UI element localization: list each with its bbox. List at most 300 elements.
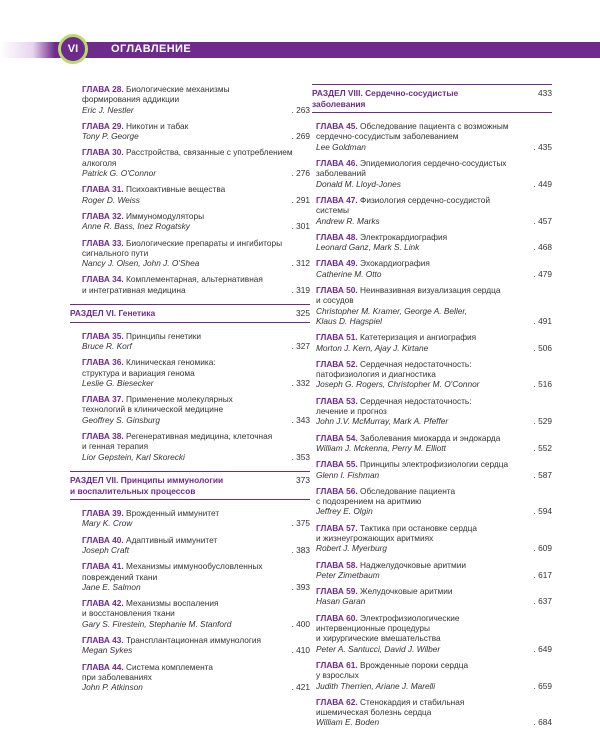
- chapter-title-line: [316, 486, 552, 496]
- chapter-authors: John J.V. McMurray, Mark A. Pfeffer: [316, 416, 449, 427]
- chapter-number: ГЛАВА 49.: [316, 258, 358, 269]
- chapter-title-text: с подозрением на аритмию: [316, 496, 422, 507]
- chapter-page-number: . 400: [291, 618, 310, 629]
- chapter-title-text: Применение молекулярных: [126, 394, 233, 405]
- chapter-title-text: и интегративная медицина: [82, 284, 186, 295]
- chapter-title-text: ишемическая болезнь сердца: [316, 707, 432, 718]
- chapter-title: [82, 211, 310, 221]
- chapter-title-line: [316, 205, 552, 215]
- chapter-title-text: Сердечная недостаточность:: [360, 395, 472, 406]
- chapter-title-line: [82, 394, 310, 404]
- chapter-authors: Tony P. George: [82, 131, 139, 142]
- toc-entry[interactable]: [70, 147, 310, 184]
- chapter-authors: Gary S. Firestein, Stephanie M. Stanford: [82, 618, 232, 629]
- chapter-title-line: [316, 586, 552, 596]
- chapter-title-text: Врожденный иммунитет: [126, 508, 220, 519]
- toc-entry[interactable]: [312, 560, 552, 587]
- chapter-title-text: и генная терапия: [82, 441, 149, 452]
- chapter-title-line: [316, 406, 552, 416]
- chapter-title-line: [82, 94, 310, 104]
- toc-entry[interactable]: [312, 359, 552, 396]
- section-heading[interactable]: [312, 84, 552, 113]
- chapter-title: [82, 274, 310, 295]
- chapter-title-line: [82, 147, 310, 157]
- chapter-title-text: Обследование пациента: [360, 485, 456, 496]
- chapter-title-line: [82, 248, 310, 258]
- chapter-number: ГЛАВА 32.: [82, 210, 124, 221]
- chapter-title-text: Наджелудочковые аритмии: [360, 559, 466, 570]
- chapter-title-line: [316, 232, 552, 242]
- section-page-number: 325: [296, 308, 310, 319]
- chapter-title: [82, 84, 310, 105]
- toc-entry[interactable]: [70, 184, 310, 211]
- chapter-number: ГЛАВА 36.: [82, 357, 124, 368]
- chapter-number: ГЛАВА 62.: [316, 696, 358, 707]
- chapter-authors: Bruce R. Korf: [82, 340, 132, 351]
- toc-entry[interactable]: [70, 238, 310, 275]
- chapter-title-text: Механизмы воспаления: [126, 598, 219, 609]
- toc-entry[interactable]: [70, 662, 310, 699]
- chapter-number: ГЛАВА 30.: [82, 147, 124, 158]
- chapter-title: [316, 459, 552, 469]
- section-title: [312, 88, 552, 109]
- section-heading[interactable]: [70, 304, 310, 323]
- chapter-title-text: у взрослых: [316, 670, 359, 681]
- chapter-page-number: . 269: [291, 131, 310, 142]
- chapter-authors: Leslie G. Biesecker: [82, 377, 154, 388]
- chapter-page-number: . 435: [533, 141, 552, 152]
- chapter-page-number: . 291: [291, 194, 310, 205]
- chapter-title-line: [82, 441, 310, 451]
- chapter-page-number: . 410: [291, 645, 310, 656]
- chapter-authors: Peter Zimetbaum: [316, 569, 380, 580]
- chapter-authors: Lior Gepstein, Karl Skorecki: [82, 451, 185, 462]
- chapter-title-line: [316, 332, 552, 342]
- toc-entry[interactable]: [312, 332, 552, 359]
- chapter-title: [316, 396, 552, 417]
- chapter-authors: Roger D. Weiss: [82, 194, 140, 205]
- chapter-title-text: повреждений ткани: [82, 571, 158, 582]
- chapter-title-line: [82, 84, 310, 94]
- chapter-page-number: . 421: [291, 682, 310, 693]
- chapter-title-line: [316, 670, 552, 680]
- chapter-title: [82, 508, 310, 518]
- chapter-title-text: Биологические препараты и ингибиторы: [126, 237, 283, 248]
- chapter-number: ГЛАВА 48.: [316, 231, 358, 242]
- chapter-title: [82, 394, 310, 415]
- chapter-number: ГЛАВА 43.: [82, 635, 124, 646]
- chapter-title: [316, 158, 552, 179]
- toc-entry[interactable]: [70, 431, 310, 468]
- chapter-page-number: . 343: [291, 414, 310, 425]
- chapter-authors: Mary K. Crow: [82, 518, 133, 529]
- chapter-title: [82, 598, 310, 619]
- toc-entry[interactable]: [312, 586, 552, 613]
- toc-entry[interactable]: [312, 523, 552, 560]
- chapter-page-number: . 468: [533, 242, 552, 253]
- chapter-page-number: . 552: [533, 442, 552, 453]
- chapter-title-text: Тактика при остановке сердца: [360, 522, 478, 533]
- chapter-title-text: при заболеваниях: [82, 671, 152, 682]
- chapter-title: [316, 285, 552, 306]
- chapter-title-line: [316, 560, 552, 570]
- chapter-page-number: . 637: [533, 596, 552, 607]
- section-title-line: РАЗДЕЛ VII. Принципы иммунологии: [70, 474, 224, 485]
- chapter-authors: William E. Boden: [316, 717, 380, 728]
- chapter-title-text: Заболевания миокарда и эндокарда: [360, 432, 501, 443]
- chapter-number: ГЛАВА 38.: [82, 431, 124, 442]
- chapter-title-line: [82, 635, 310, 645]
- chapter-title-line: [316, 359, 552, 369]
- chapter-title-text: Стенокардия и стабильная: [360, 696, 465, 707]
- chapter-page-number: . 449: [533, 178, 552, 189]
- chapter-title-text: и сосудов: [316, 295, 354, 306]
- chapter-authors: William J. Mckenna, Perry M. Elliott: [316, 442, 446, 453]
- chapter-title-text: Психоактивные вещества: [126, 184, 226, 195]
- chapter-title-line: [82, 158, 310, 168]
- chapter-title-text: Физиология сердечно-сосудистой: [360, 194, 490, 205]
- chapter-title-text: Трансплантационная иммунология: [126, 635, 262, 646]
- chapter-page-number: . 684: [533, 717, 552, 728]
- chapter-title-line: [82, 535, 310, 545]
- chapter-title-line: [316, 433, 552, 443]
- chapter-title-line: [82, 331, 310, 341]
- toc-right-column: [312, 84, 552, 734]
- chapter-page-number: . 393: [291, 581, 310, 592]
- chapter-title-text: Электрокардиография: [360, 231, 448, 242]
- chapter-title-text: технологий в клинической медицине: [82, 404, 224, 415]
- chapter-page-number: . 594: [533, 506, 552, 517]
- chapter-title-text: Желудочковые аритмии: [360, 586, 453, 597]
- chapter-page-number: . 327: [291, 340, 310, 351]
- chapter-number: ГЛАВА 40.: [82, 534, 124, 545]
- chapter-title-text: Комплементарная, альтернативная: [126, 274, 263, 285]
- chapter-title-line: [82, 238, 310, 248]
- chapter-title: [316, 586, 552, 596]
- chapter-authors: Joseph G. Rogers, Christopher M. O'Connor: [316, 379, 480, 390]
- chapter-page-number: . 319: [291, 284, 310, 295]
- chapter-number: ГЛАВА 35.: [82, 330, 124, 341]
- chapter-authors: Robert J. Myerburg: [316, 543, 388, 554]
- chapter-title: [316, 486, 552, 507]
- chapter-page-number: . 479: [533, 268, 552, 279]
- chapter-title: [82, 535, 310, 545]
- chapter-title: [82, 662, 310, 683]
- toc-entry[interactable]: [70, 357, 310, 394]
- chapter-title: [82, 238, 310, 259]
- chapter-number: ГЛАВА 50.: [316, 285, 358, 296]
- chapter-title: [316, 660, 552, 681]
- chapter-number: ГЛАВА 53.: [316, 395, 358, 406]
- chapter-title-text: интервенционные процедуры: [316, 623, 430, 634]
- chapter-title-line: [316, 533, 552, 543]
- chapter-authors: John P. Atkinson: [82, 682, 143, 693]
- chapter-title: [82, 561, 310, 582]
- chapter-title-line: [316, 523, 552, 533]
- toc-entry[interactable]: [70, 331, 310, 358]
- section-title: [70, 308, 310, 319]
- chapter-title-line: [82, 598, 310, 608]
- toc-left-column: [70, 84, 310, 699]
- chapter-title-text: Механизмы иммунообусловленных: [126, 561, 263, 572]
- chapter-title-line: [82, 121, 310, 131]
- chapter-number: ГЛАВА 39.: [82, 508, 124, 519]
- chapter-title-line: [82, 608, 310, 618]
- chapter-title-text: Электрофизиологические: [360, 612, 460, 623]
- toc-entry[interactable]: [312, 232, 552, 259]
- section-page-number: 433: [538, 88, 552, 98]
- chapter-title-text: Принципы генетики: [126, 330, 202, 341]
- chapter-title-line: [316, 158, 552, 168]
- chapter-authors: Lee Goldman: [316, 141, 366, 152]
- chapter-authors: Geoffrey S. Ginsburg: [82, 414, 160, 425]
- chapter-title-line: [82, 404, 310, 414]
- toc-entry[interactable]: [312, 158, 552, 195]
- toc-entry[interactable]: [70, 274, 310, 301]
- chapter-title-text: Клиническая геномика:: [126, 357, 216, 368]
- section-title-line: и воспалительных процессов: [70, 485, 196, 496]
- chapter-number: ГЛАВА 45.: [316, 121, 358, 132]
- chapter-title-text: Эхокардиография: [360, 258, 430, 269]
- chapter-title-line: [82, 561, 310, 571]
- chapter-number: ГЛАВА 42.: [82, 598, 124, 609]
- chapter-title-line: [82, 368, 310, 378]
- chapter-title: [316, 613, 552, 644]
- chapter-page-number: . 609: [533, 543, 552, 554]
- chapter-title-line: [316, 660, 552, 670]
- chapter-title-line: [316, 496, 552, 506]
- section-title: [70, 475, 310, 496]
- chapter-title-line: [82, 211, 310, 221]
- header-gradient: [0, 42, 55, 58]
- chapter-title-text: патофизиология и диагностика: [316, 369, 436, 380]
- chapter-number: ГЛАВА 61.: [316, 659, 358, 670]
- chapter-title-line: [316, 633, 552, 643]
- chapter-title: [82, 635, 310, 645]
- chapter-title: [316, 258, 552, 268]
- section-heading[interactable]: [70, 471, 310, 500]
- chapter-authors: Patrick G. O'Connor: [82, 168, 156, 179]
- chapter-page-number: . 332: [291, 377, 310, 388]
- chapter-title-line: [316, 285, 552, 295]
- chapter-authors: Peter A. Santucci, David J. Wilber: [316, 643, 441, 654]
- toc-entry[interactable]: [312, 660, 552, 697]
- toc-entry[interactable]: [312, 459, 552, 486]
- chapter-title: [316, 121, 552, 142]
- chapter-title: [316, 433, 552, 443]
- toc-entry[interactable]: [312, 486, 552, 523]
- toc-entry[interactable]: [70, 84, 310, 121]
- chapter-number: ГЛАВА 56.: [316, 485, 358, 496]
- chapter-page-number: . 529: [533, 416, 552, 427]
- section-page-number: 373: [296, 474, 310, 485]
- toc-entry[interactable]: [70, 535, 310, 562]
- toc-entry[interactable]: [312, 433, 552, 460]
- chapter-authors: Hasan Garan: [316, 596, 366, 607]
- chapter-title-line: [316, 459, 552, 469]
- chapter-title: [82, 357, 310, 378]
- chapter-number: ГЛАВА 37.: [82, 394, 124, 405]
- toc-entry[interactable]: [312, 697, 552, 734]
- chapter-title: [316, 523, 552, 544]
- toc-entry[interactable]: [70, 561, 310, 598]
- chapter-title: [316, 697, 552, 718]
- chapter-title-text: Биологические механизмы: [126, 84, 230, 94]
- toc-entry[interactable]: [70, 508, 310, 535]
- chapter-title: [316, 359, 552, 380]
- chapter-title-text: заболеваний: [316, 168, 366, 179]
- chapter-title-line: [82, 672, 310, 682]
- chapter-title: [82, 184, 310, 194]
- chapter-title: [82, 431, 310, 452]
- chapter-title-line: [316, 613, 552, 623]
- chapter-title-text: алкоголя: [82, 157, 117, 168]
- chapter-title-text: Эпидемиология сердечно-сосудистых: [360, 158, 507, 169]
- chapter-page-number: . 276: [291, 168, 310, 179]
- toc-entry[interactable]: [312, 613, 552, 660]
- section-title-line: РАЗДЕЛ VIII. Сердечно-сосудистые заболевания: [312, 88, 459, 109]
- toc-entry[interactable]: [70, 394, 310, 431]
- page-title: ОГЛАВЛЕНИЕ: [111, 43, 192, 55]
- chapter-number: ГЛАВА 51.: [316, 332, 358, 343]
- chapter-number: ГЛАВА 47.: [316, 194, 358, 205]
- chapter-number: ГЛАВА 59.: [316, 586, 358, 597]
- chapter-authors: Anne R. Bass, Inez Rogatsky: [82, 221, 190, 232]
- chapter-title-line: [316, 131, 552, 141]
- chapter-title-line: [82, 285, 310, 295]
- toc-entry[interactable]: [312, 396, 552, 433]
- chapter-title-line: [316, 121, 552, 131]
- chapter-title-text: Иммуномодуляторы: [126, 210, 205, 221]
- chapter-title-text: и жизнеугрожающих аритмиях: [316, 532, 434, 543]
- chapter-page-number: . 587: [533, 469, 552, 480]
- chapter-page-number: . 617: [533, 569, 552, 580]
- chapter-title-text: Адаптивный иммунитет: [126, 534, 218, 545]
- toc-entry[interactable]: [312, 195, 552, 232]
- chapter-page-number: . 383: [291, 544, 310, 555]
- chapter-page-number: . 659: [533, 680, 552, 691]
- chapter-number: ГЛАВА 44.: [82, 661, 124, 672]
- chapter-title-text: Катетеризация и ангиография: [360, 332, 477, 343]
- chapter-title-line: [316, 707, 552, 717]
- chapter-authors: Nancy J. Olsen, John J. O'Shea: [82, 258, 200, 269]
- chapter-authors: Jeffrey E. Olgin: [316, 506, 373, 517]
- chapter-title: [82, 147, 310, 168]
- chapter-title-text: и восстановления ткани: [82, 608, 175, 619]
- chapter-title-text: лечение и прогноз: [316, 406, 387, 417]
- chapter-authors: Joseph Craft: [82, 544, 130, 555]
- chapter-title-line: [316, 295, 552, 305]
- chapter-authors: Eric J. Nestler: [82, 104, 134, 115]
- chapter-title-text: Неинвазивная визуализация сердца: [360, 285, 501, 296]
- chapter-title-line: [82, 274, 310, 284]
- chapter-title: [316, 195, 552, 216]
- chapter-title-line: [316, 168, 552, 178]
- chapter-page-number: . 516: [533, 379, 552, 390]
- chapter-title-text: Никотин и табак: [126, 120, 189, 131]
- chapter-title-line: [316, 369, 552, 379]
- page-header: [0, 34, 600, 64]
- chapter-title-text: структура и вариация генома: [82, 367, 195, 378]
- chapter-authors: Megan Sykes: [82, 645, 133, 656]
- chapter-page-number: . 353: [291, 451, 310, 462]
- chapter-authors: Judith Therrien, Ariane J. Marelli: [316, 680, 436, 691]
- chapter-number: ГЛАВА 54.: [316, 432, 358, 443]
- chapter-authors: Christopher M. Kramer, George A. Beller, Klaus D. Hagspiel: [316, 305, 467, 326]
- chapter-title-text: Регенеративная медицина, клеточная: [126, 431, 273, 442]
- chapter-title-text: Сердечная недостаточность:: [360, 358, 472, 369]
- chapter-number: ГЛАВА 41.: [82, 561, 124, 572]
- chapter-number: ГЛАВА 28.: [82, 84, 124, 94]
- chapter-number: ГЛАВА 52.: [316, 358, 358, 369]
- chapter-page-number: . 506: [533, 342, 552, 353]
- toc-entry[interactable]: [70, 121, 310, 148]
- chapter-title-text: и хирургические вмешательства: [316, 633, 441, 644]
- chapter-authors: Catherine M. Otto: [316, 268, 382, 279]
- chapter-number: ГЛАВА 34.: [82, 274, 124, 285]
- chapter-number: ГЛАВА 57.: [316, 522, 358, 533]
- chapter-page-number: . 301: [291, 221, 310, 232]
- chapter-title-text: Расстройства, связанные с употреблением: [126, 147, 293, 158]
- chapter-authors: Glenn I. Fishman: [316, 469, 380, 480]
- chapter-title-text: сердечно-сосудистым заболеванием: [316, 131, 459, 142]
- toc-entry[interactable]: [312, 121, 552, 158]
- toc-entry[interactable]: [70, 598, 310, 635]
- toc-entry[interactable]: [70, 635, 310, 662]
- toc-entry[interactable]: [312, 258, 552, 285]
- chapter-authors: Morton J. Kern, Ajay J. Kirtane: [316, 342, 429, 353]
- chapter-title-line: [82, 572, 310, 582]
- chapter-title-line: [316, 623, 552, 633]
- chapter-number: ГЛАВА 31.: [82, 184, 124, 195]
- chapter-title: [82, 121, 310, 131]
- chapter-number: ГЛАВА 60.: [316, 612, 358, 623]
- chapter-title-line: [82, 662, 310, 672]
- chapter-page-number: . 457: [533, 215, 552, 226]
- chapter-title-line: [316, 258, 552, 268]
- chapter-authors: Donald M. Lloyd-Jones: [316, 178, 401, 189]
- toc-entry[interactable]: [312, 285, 552, 332]
- chapter-title-text: Обследование пациента с возможным: [360, 121, 509, 132]
- chapter-title-line: [82, 357, 310, 367]
- section-title-line: РАЗДЕЛ VI. Генетика: [70, 308, 156, 319]
- chapter-authors: Leonard Ganz, Mark S. Link: [316, 242, 420, 253]
- header-bar: [55, 42, 600, 58]
- chapter-page-number: . 491: [533, 315, 552, 326]
- chapter-title-line: [316, 396, 552, 406]
- chapter-title: [82, 331, 310, 341]
- page-number-badge: VI: [58, 34, 88, 64]
- toc-entry[interactable]: [70, 211, 310, 238]
- chapter-title-text: системы: [316, 205, 349, 216]
- chapter-number: ГЛАВА 58.: [316, 559, 358, 570]
- chapter-title-text: Врожденные пороки сердца: [360, 659, 469, 670]
- chapter-authors: Andrew R. Marks: [316, 215, 380, 226]
- chapter-title-line: [316, 195, 552, 205]
- chapter-title-text: Система комплемента: [126, 661, 213, 672]
- chapter-title: [316, 332, 552, 342]
- chapter-number: ГЛАВА 55.: [316, 459, 358, 470]
- chapter-title-line: [316, 697, 552, 707]
- chapter-title-line: [82, 508, 310, 518]
- chapter-page-number: . 375: [291, 518, 310, 529]
- chapter-page-number: . 649: [533, 643, 552, 654]
- chapter-title-text: сигнального пути: [82, 247, 149, 258]
- chapter-title-text: Принципы электрофизиологии сердца: [360, 459, 509, 470]
- chapter-number: ГЛАВА 33.: [82, 237, 124, 248]
- chapter-authors: Jane E. Salmon: [82, 581, 141, 592]
- chapter-number: ГЛАВА 29.: [82, 120, 124, 131]
